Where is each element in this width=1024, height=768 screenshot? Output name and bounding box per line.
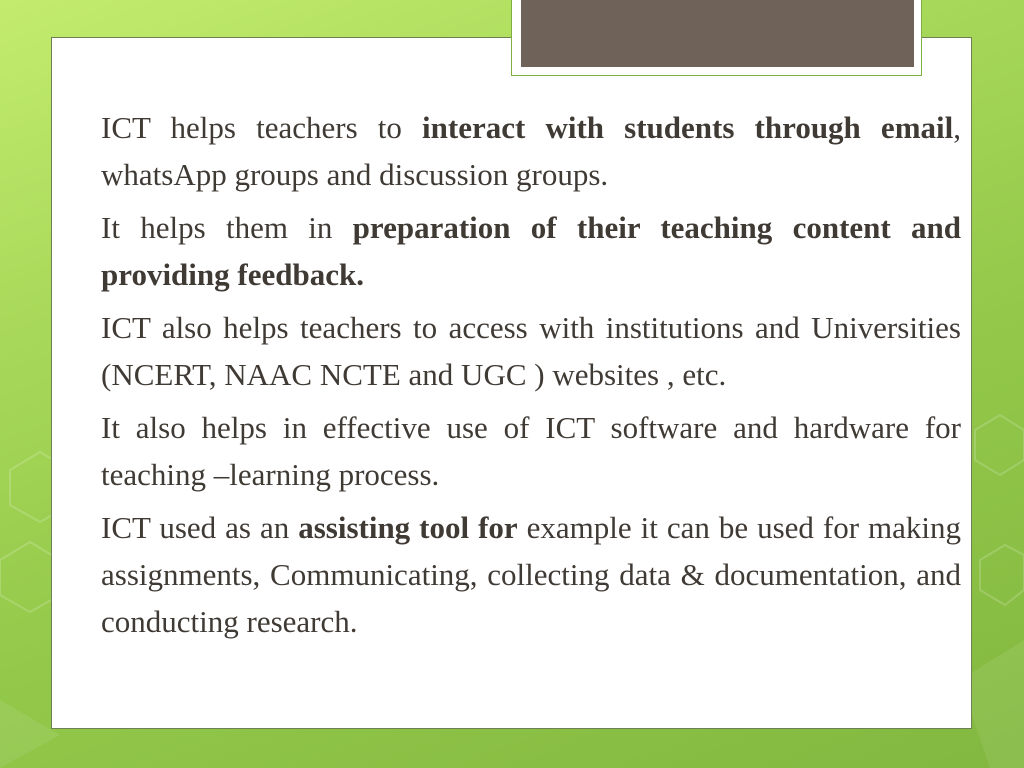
text-run: , whatsApp groups and discussion groups. xyxy=(101,110,961,192)
text-run: ICT helps teachers to xyxy=(101,110,423,145)
title-placeholder-box xyxy=(521,0,914,67)
text-run: example it can be used for making assignments, Communicating, collecting data & documentation, and conducting research. xyxy=(101,510,961,639)
bold-text-run: preparation of their teaching content and providing feedback. xyxy=(101,210,961,292)
body-paragraph xyxy=(101,404,961,498)
bold-text-run: assisting tool for xyxy=(298,510,518,545)
slide-body-text xyxy=(101,104,961,651)
text-run: ICT also helps teachers to access with institutions and Universities (NCERT, NAAC NCTE and UGC ) websites , etc. xyxy=(101,310,961,392)
text-run: It helps them in xyxy=(101,210,353,245)
text-run: It also helps in effective use of ICT software and hardware for teaching –learning process. xyxy=(101,410,961,492)
body-paragraph xyxy=(101,504,961,645)
body-paragraph xyxy=(101,304,961,398)
body-paragraph xyxy=(101,104,961,198)
bold-text-run: interact with students through email xyxy=(422,110,954,145)
text-run: ICT used as an xyxy=(101,510,299,545)
body-paragraph xyxy=(101,204,961,298)
